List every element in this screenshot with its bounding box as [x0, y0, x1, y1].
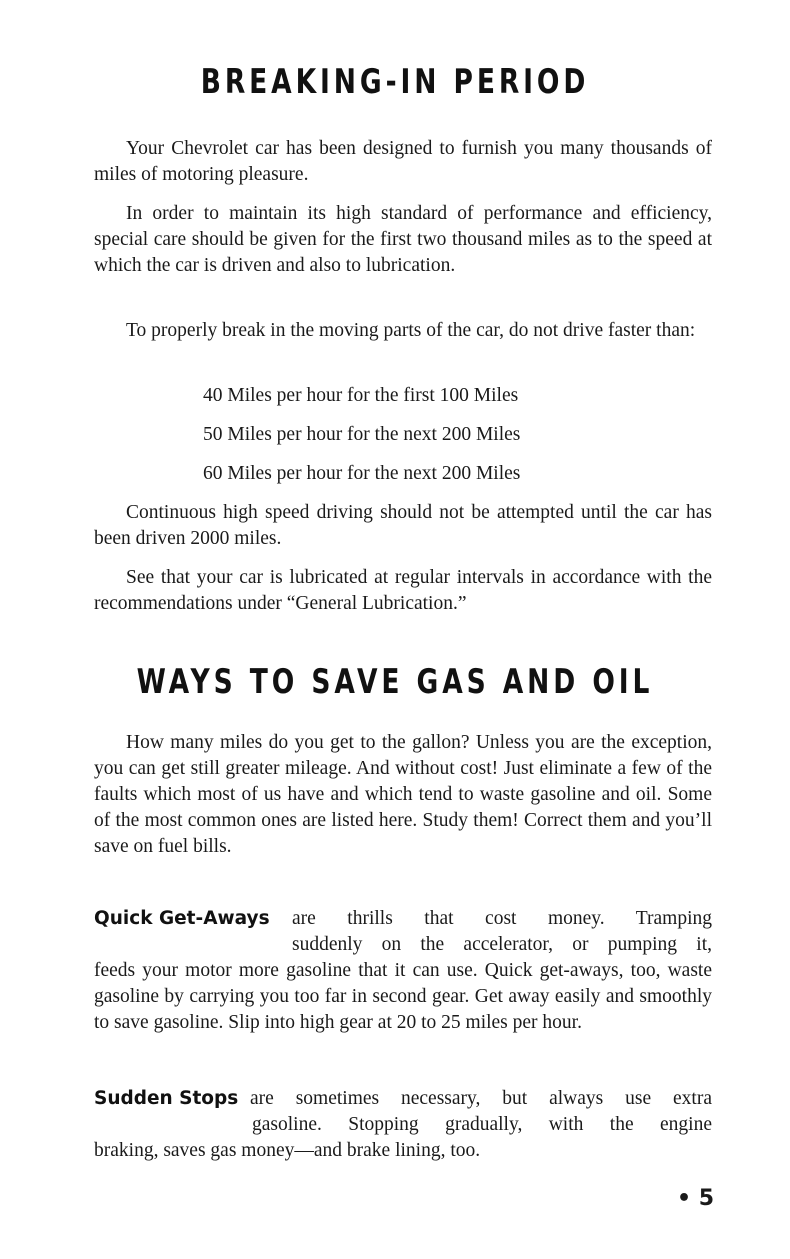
breaking-in-heading: BREAKING-IN PERIOD — [200, 62, 590, 102]
mileage-intro-paragraph: How many miles do you get to the gallon? Unless you are the exception, you can get still greater mileage. And without cost! Just eliminate a few of the faults which most of us have and which tend to waste gasoline and oil. Some of the most common ones are listed here. Study them! Correct them and you’ll save on fuel bills. — [94, 732, 712, 857]
efficiency-paragraph: In order to maintain its high standard of performance and efficiency, special care should be given for the first two thousand miles as to the speed at which the car is driven and also to lubrication. — [94, 203, 712, 276]
tip-line-1: are sometimes necessary, but always use extra — [250, 1088, 712, 1109]
tip-body: braking, saves gas money—and brake lining, too. — [94, 1140, 481, 1161]
speed-limit-item: 40 Miles per hour for the first 100 Miles — [203, 385, 519, 406]
tip-line-2: suddenly on the accelerator, or pumping it, — [292, 934, 712, 955]
tip-first-line — [94, 906, 712, 932]
tip-first-line — [94, 1086, 712, 1112]
page-number: • 5 — [676, 1186, 714, 1211]
speed-limit-intro: To properly break in the moving parts of the car, do not drive faster than: — [126, 320, 696, 341]
speed-limit-item: 60 Miles per hour for the next 200 Miles — [203, 463, 521, 484]
speed-limit-item: 50 Miles per hour for the next 200 Miles — [203, 424, 521, 445]
save-gas-heading: WAYS TO SAVE GAS AND OIL — [136, 662, 654, 702]
tip-line-1: are thrills that cost money. Tramping — [292, 908, 712, 929]
tip-heading: Sudden Stops — [94, 1088, 239, 1109]
tip-sudden-stops — [94, 1086, 712, 1164]
tip-heading: Quick Get-Aways — [94, 908, 270, 929]
intro-paragraph: Your Chevrolet car has been designed to furnish you many thousands of miles of motoring pleasure. — [94, 138, 712, 185]
tip-quick-get-aways — [94, 906, 712, 1036]
lubrication-paragraph: See that your car is lubricated at regular intervals in accordance with the recommendations under “General Lubrication.” — [94, 567, 712, 614]
tip-body: feeds your motor more gasoline that it can use. Quick get-aways, too, waste gasoline by carrying you too far in second gear. Get away easily and smoothly to save gasoline. Slip into high gear at 20 to 25 miles per hour. — [94, 960, 712, 1033]
tip-line-2: gasoline. Stopping gradually, with the engine — [252, 1114, 712, 1135]
high-speed-paragraph: Continuous high speed driving should not be attempted until the car has been driven 2000 miles. — [94, 502, 712, 549]
